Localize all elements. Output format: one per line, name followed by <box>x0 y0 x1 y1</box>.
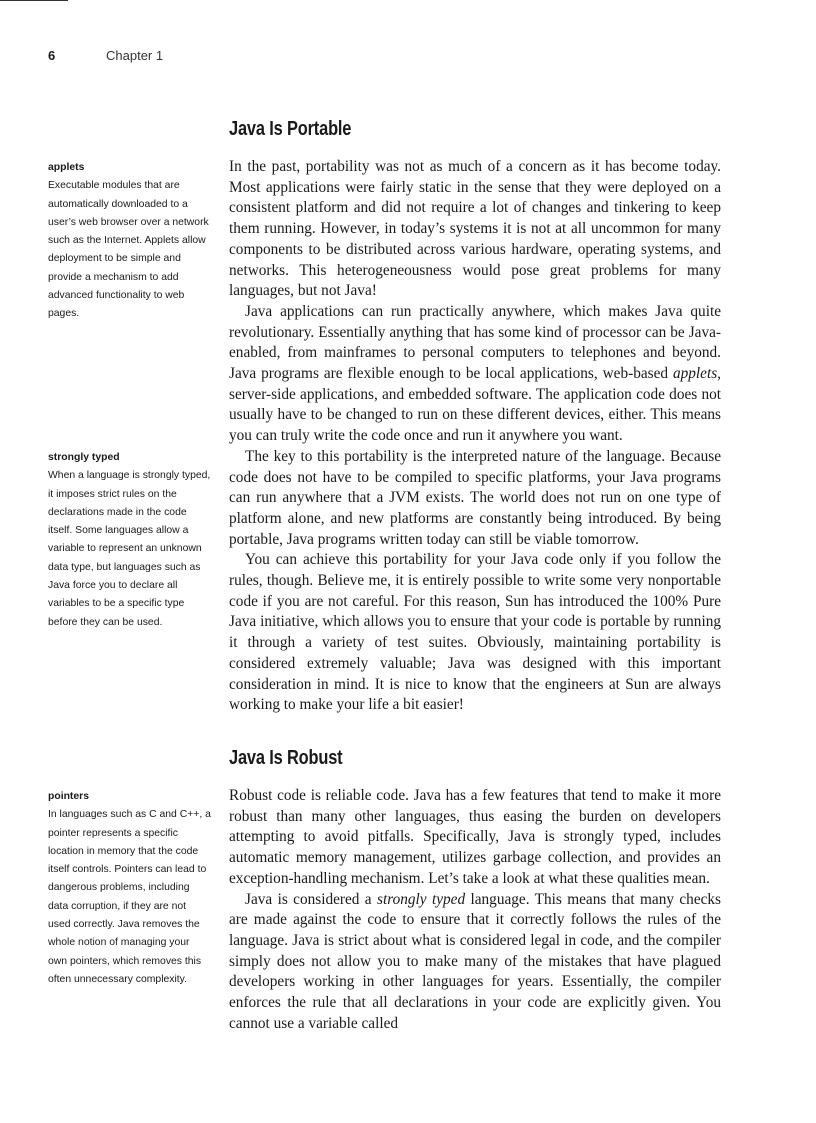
note-definition: Executable modules that are automatically downloaded to a user’s web browser over a network such as the Internet. Applets allow deployment to be simple and provide a mechanism to add advanced functionality to web pages. <box>48 180 209 320</box>
note-term: pointers <box>48 791 89 802</box>
sidebar-note-strongly-typed <box>48 449 211 632</box>
text-run: language. This means that many checks are made against the code to ensure that it correctly follows the rules of the language. Java is strict about what is considered legal in code, and the compiler simply does not allow you to make many of the mistakes that have plagued developers working in other languages for years. Essentially, the compiler enforces the rule that all declarations in your code are explicitly given. You cannot use a variable called <box>229 890 721 1032</box>
sidebar-note-pointers <box>48 788 211 989</box>
section-body-robust <box>229 786 721 1034</box>
note-term: strongly typed <box>48 452 120 463</box>
section-body-portable <box>229 157 721 716</box>
running-header <box>48 48 164 63</box>
top-rule <box>0 0 68 1</box>
section-heading-portable: Java Is Portable <box>229 118 352 140</box>
paragraph: The key to this portability is the interpreted nature of the language. Because code does not have to be compiled to specific platforms, your Java programs can run anywhere that a JVM exists. The world does not run on one type of platform alone, and new platforms are constantly being introduced. By being portable, Java programs written today can still be viable tomorrow. <box>229 447 721 548</box>
chapter-label: Chapter 1 <box>106 48 164 63</box>
page-number: 6 <box>48 48 56 63</box>
text-run: , server-side applications, and embedded software. The application code does not usually have to be changed to run on these different devices, either. This means you can truly write the code once and run it anywhere you want. <box>229 365 721 445</box>
paragraph: You can achieve this portability for your Java code only if you follow the rules, though. Believe me, it is entirely possible to write some very nonportable code if you are not careful. For this reason, Sun has introduced the 100% Pure Java initiative, which allows you to ensure that your code is portable by running it through a variety of test suites. Obviously, maintaining portability is considered extremely valuable; Java was designed with this important consideration in mind. It is nice to know that the engineers at Sun are always working to make your life a bit easier! <box>229 551 721 714</box>
paragraph <box>229 302 721 447</box>
paragraph <box>229 890 721 1035</box>
glossary-term-inline: applets <box>672 365 718 383</box>
text-run: Java is considered a <box>245 890 377 908</box>
note-definition: In languages such as C and C++, a pointer represents a specific location in memory that the code itself controls. Pointers can lead to dangerous problems, including data corruption, if they are not used correctly. Java removes the whole notion of managing your own pointers, which removes this often unnecessary complexity. <box>48 809 211 985</box>
note-term: applets <box>48 162 85 173</box>
paragraph: Robust code is reliable code. Java has a few features that tend to make it more robust than many other languages, thus easing the burden on developers attempting to avoid pitfalls. Specifically, Java is strongly typed, includes automatic memory management, utilizes garbage collection, and provides an exception-handling mechanism. Let’s take a look at what these qualities mean. <box>229 787 721 887</box>
text-run: Java applications can run practically anywhere, which makes Java quite revolutionary. Essentially anything that has some kind of processor can be Java-enabled, from mainframes to personal computers to telephones and beyond. Java programs are flexible enough to be local applications, web-based <box>229 302 721 383</box>
note-definition: When a language is strongly typed, it imposes strict rules on the declarations made in the code itself. Some languages allow a variable to represent an unknown data type, but languages such as Java force you to declare all variables to be a specific type before they can be used. <box>48 470 211 628</box>
glossary-term-inline: strongly typed <box>377 890 466 908</box>
section-heading-robust: Java Is Robust <box>229 747 343 769</box>
sidebar-note-applets <box>48 159 211 324</box>
paragraph: In the past, portability was not as much of a concern as it has become today. Most applications were fairly static in the sense that they were deployed on a consistent platform and did not require a lot of changes and tinkering to keep them running. However, in today’s systems it is not at all uncommon for many components to be distributed across various hardware, operating systems, and networks. This heterogeneousness would pose great problems for many languages, but not Java! <box>229 158 721 300</box>
